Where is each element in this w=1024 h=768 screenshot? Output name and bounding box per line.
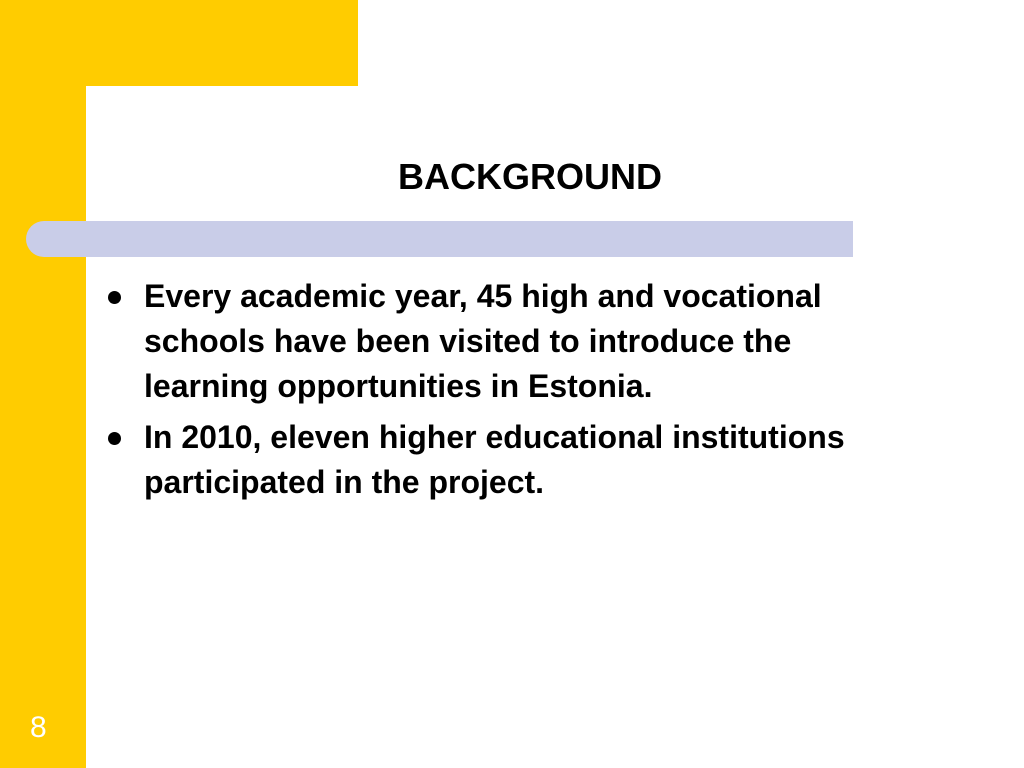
bullet-dot-icon bbox=[108, 291, 121, 304]
bullet-text: In 2010, eleven higher educational institutions participated in the project. bbox=[144, 419, 845, 500]
bullet-text: Every academic year, 45 high and vocational schools have been visited to introduce the learning opportunities in Estonia. bbox=[144, 278, 822, 404]
yellow-side-band bbox=[0, 0, 86, 768]
slide-title: BACKGROUND bbox=[398, 156, 662, 197]
bullet-list bbox=[108, 274, 908, 511]
title-underline-bar bbox=[26, 221, 853, 257]
bullet-item bbox=[108, 415, 908, 505]
page-number: 8 bbox=[30, 711, 47, 744]
yellow-top-band bbox=[0, 0, 358, 86]
bullet-dot-icon bbox=[108, 432, 121, 445]
content-area-corner bbox=[86, 86, 166, 166]
bullet-item bbox=[108, 274, 908, 409]
